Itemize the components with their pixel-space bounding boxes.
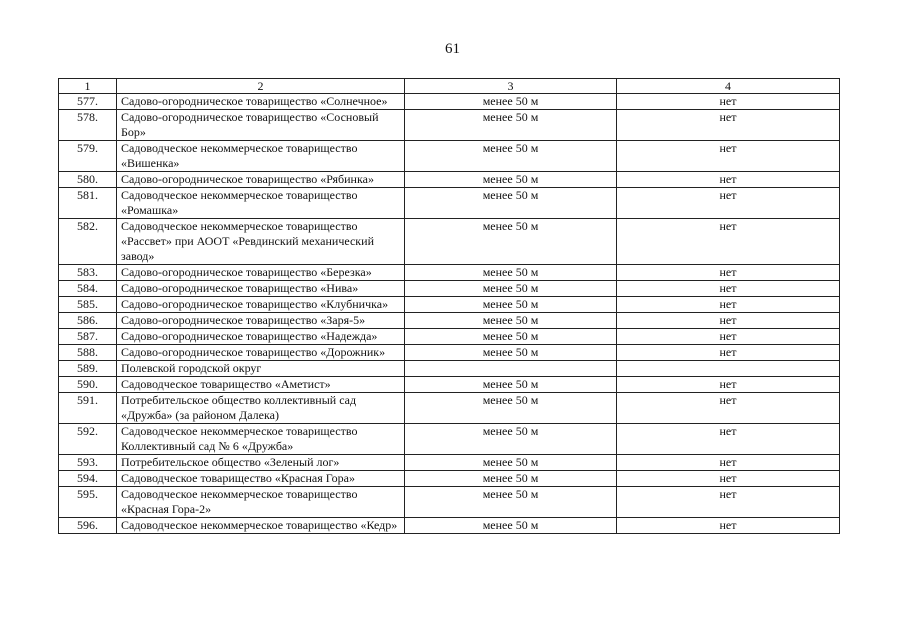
row-name-cell: Садоводческое некоммерческое товарищество «Ромашка»	[117, 188, 405, 219]
row-distance-cell: менее 50 м	[405, 110, 617, 141]
row-distance-cell: менее 50 м	[405, 377, 617, 393]
row-distance-cell: менее 50 м	[405, 281, 617, 297]
table-row	[59, 345, 840, 361]
table-row	[59, 487, 840, 518]
row-name-cell: Садоводческое товарищество «Красная Гора»	[117, 471, 405, 487]
table-row	[59, 471, 840, 487]
row-distance-cell: менее 50 м	[405, 471, 617, 487]
row-flag-cell: нет	[617, 141, 840, 172]
row-number-cell: 595.	[59, 487, 117, 518]
row-distance-cell: менее 50 м	[405, 345, 617, 361]
row-name-cell: Садоводческое товарищество «Аметист»	[117, 377, 405, 393]
row-distance-cell: менее 50 м	[405, 313, 617, 329]
row-distance-cell: менее 50 м	[405, 393, 617, 424]
row-flag-cell: нет	[617, 393, 840, 424]
row-name-cell: Садово-огородническое товарищество «Надежда»	[117, 329, 405, 345]
table-row	[59, 188, 840, 219]
row-number-cell: 586.	[59, 313, 117, 329]
row-number-cell: 593.	[59, 455, 117, 471]
row-distance-cell: менее 50 м	[405, 265, 617, 281]
row-name-cell: Садоводческое некоммерческое товарищество «Вишенка»	[117, 141, 405, 172]
row-number-cell: 587.	[59, 329, 117, 345]
row-number-cell: 579.	[59, 141, 117, 172]
row-number-cell: 588.	[59, 345, 117, 361]
row-flag-cell: нет	[617, 329, 840, 345]
row-flag-cell: нет	[617, 424, 840, 455]
table-row	[59, 329, 840, 345]
row-number-cell: 582.	[59, 219, 117, 265]
row-distance-cell: менее 50 м	[405, 188, 617, 219]
row-name-cell: Садоводческое некоммерческое товарищество «Рассвет» при АООТ «Ревдинский механический завод»	[117, 219, 405, 265]
row-distance-cell: менее 50 м	[405, 172, 617, 188]
page-number: 61	[445, 41, 460, 57]
row-number-cell: 580.	[59, 172, 117, 188]
table-row	[59, 297, 840, 313]
row-flag-cell: нет	[617, 455, 840, 471]
row-number-cell: 596.	[59, 518, 117, 534]
row-number-cell: 589.	[59, 361, 117, 377]
table-row	[59, 110, 840, 141]
row-flag-cell: нет	[617, 265, 840, 281]
row-number-cell: 592.	[59, 424, 117, 455]
row-number-cell: 577.	[59, 94, 117, 110]
row-name-cell: Полевской городской округ	[117, 361, 405, 377]
row-name-cell: Потребительское общество коллективный сад «Дружба» (за районом Далека)	[117, 393, 405, 424]
header-cell-name: 2	[117, 79, 405, 94]
row-distance-cell	[405, 361, 617, 377]
row-name-cell: Садоводческое некоммерческое товарищество «Кедр»	[117, 518, 405, 534]
row-distance-cell: менее 50 м	[405, 455, 617, 471]
row-flag-cell: нет	[617, 172, 840, 188]
row-flag-cell: нет	[617, 94, 840, 110]
table-row	[59, 172, 840, 188]
table-header-row	[59, 79, 840, 94]
row-flag-cell: нет	[617, 518, 840, 534]
row-name-cell: Садово-огородническое товарищество «Солнечное»	[117, 94, 405, 110]
row-distance-cell: менее 50 м	[405, 329, 617, 345]
row-distance-cell: менее 50 м	[405, 424, 617, 455]
header-cell-number: 1	[59, 79, 117, 94]
row-number-cell: 585.	[59, 297, 117, 313]
table-row	[59, 455, 840, 471]
header-cell-flag: 4	[617, 79, 840, 94]
row-flag-cell: нет	[617, 188, 840, 219]
row-flag-cell: нет	[617, 110, 840, 141]
header-cell-distance: 3	[405, 79, 617, 94]
table-row	[59, 94, 840, 110]
row-name-cell: Садово-огородническое товарищество «Заря-5»	[117, 313, 405, 329]
table-row	[59, 361, 840, 377]
row-number-cell: 583.	[59, 265, 117, 281]
row-flag-cell: нет	[617, 471, 840, 487]
row-distance-cell: менее 50 м	[405, 94, 617, 110]
row-distance-cell: менее 50 м	[405, 297, 617, 313]
table-row	[59, 281, 840, 297]
table-row	[59, 518, 840, 534]
row-distance-cell: менее 50 м	[405, 141, 617, 172]
row-name-cell: Садово-огородническое товарищество «Клубничка»	[117, 297, 405, 313]
registry-table	[58, 78, 840, 534]
table-row	[59, 313, 840, 329]
row-flag-cell: нет	[617, 487, 840, 518]
table-row	[59, 393, 840, 424]
row-name-cell: Садово-огородническое товарищество «Нива»	[117, 281, 405, 297]
row-flag-cell: нет	[617, 377, 840, 393]
row-name-cell: Садово-огородническое товарищество «Сосновый Бор»	[117, 110, 405, 141]
row-flag-cell: нет	[617, 297, 840, 313]
table-row	[59, 424, 840, 455]
row-flag-cell	[617, 361, 840, 377]
row-name-cell: Садоводческое некоммерческое товарищество Коллективный сад № 6 «Дружба»	[117, 424, 405, 455]
table-row	[59, 141, 840, 172]
row-number-cell: 584.	[59, 281, 117, 297]
row-name-cell: Садово-огородническое товарищество «Дорожник»	[117, 345, 405, 361]
row-number-cell: 590.	[59, 377, 117, 393]
table-row	[59, 219, 840, 265]
table-row	[59, 377, 840, 393]
row-number-cell: 594.	[59, 471, 117, 487]
row-distance-cell: менее 50 м	[405, 518, 617, 534]
row-flag-cell: нет	[617, 281, 840, 297]
row-distance-cell: менее 50 м	[405, 219, 617, 265]
row-number-cell: 591.	[59, 393, 117, 424]
row-name-cell: Садово-огородническое товарищество «Рябинка»	[117, 172, 405, 188]
row-flag-cell: нет	[617, 219, 840, 265]
row-flag-cell: нет	[617, 313, 840, 329]
row-distance-cell: менее 50 м	[405, 487, 617, 518]
row-name-cell: Садоводческое некоммерческое товарищество «Красная Гора-2»	[117, 487, 405, 518]
table-row	[59, 265, 840, 281]
row-name-cell: Потребительское общество «Зеленый лог»	[117, 455, 405, 471]
row-name-cell: Садово-огородническое товарищество «Березка»	[117, 265, 405, 281]
row-number-cell: 581.	[59, 188, 117, 219]
row-flag-cell: нет	[617, 345, 840, 361]
row-number-cell: 578.	[59, 110, 117, 141]
